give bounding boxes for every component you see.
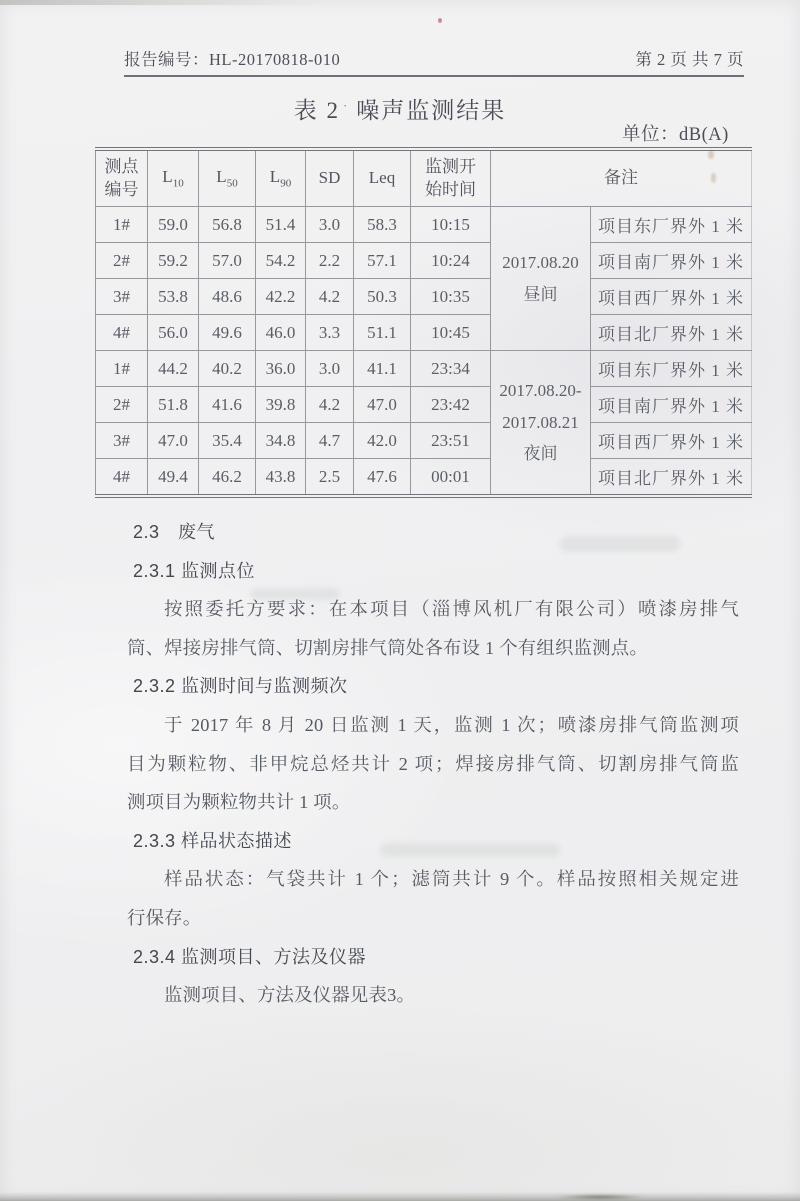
ink-speck [438, 18, 442, 23]
remark-cell: 项目北厂界外 1 米 [591, 459, 752, 497]
remark-cell: 项目西厂界外 1 米 [591, 423, 752, 459]
value-cell: 4.2 [306, 387, 354, 423]
point-id-cell: 1# [96, 207, 148, 243]
table-row [96, 279, 752, 315]
column-header: 备注 [491, 149, 752, 207]
column-header: $L_{50}$ [199, 149, 256, 207]
value-cell: 58.3 [354, 207, 411, 243]
section-heading: 2.3.1 监测点位 [133, 560, 256, 581]
value-cell: 3.0 [306, 207, 354, 243]
value-cell: 57.0 [199, 243, 256, 279]
unit-note: 单位：dB(A) [622, 125, 729, 145]
value-cell: 41.1 [354, 351, 411, 387]
body-text-line: 于 2017 年 8 月 20 日监测 1 天，监测 1 次；喷漆房排气筒监测项 [164, 714, 739, 735]
start-time-cell: 10:15 [411, 207, 491, 243]
report-text-sections [127, 513, 739, 1015]
value-cell: 51.8 [148, 387, 199, 423]
column-header: $L_{90}$ [256, 149, 306, 207]
page-indicator: 第 2 页 共 7 页 [635, 50, 744, 69]
remark-cell: 项目西厂界外 1 米 [591, 279, 752, 315]
value-cell: 56.0 [148, 315, 199, 351]
value-cell: 56.8 [199, 207, 256, 243]
value-cell: 35.4 [199, 423, 256, 459]
point-id-cell: 2# [96, 243, 148, 279]
start-time-cell: 23:42 [411, 387, 491, 423]
period-cell: 2017.08.20- 2017.08.21 夜间 [491, 351, 591, 497]
value-cell: 39.8 [256, 387, 306, 423]
value-cell: 46.0 [256, 315, 306, 351]
document-header [124, 46, 744, 77]
table-row [96, 459, 752, 497]
table-title-prefix: 表 2 [293, 98, 340, 123]
noise-monitoring-table [95, 147, 752, 498]
table-header-row [96, 149, 752, 207]
value-cell: 40.2 [199, 351, 256, 387]
start-time-cell: 23:51 [411, 423, 491, 459]
value-cell: 53.8 [148, 279, 199, 315]
value-cell: 41.6 [199, 387, 256, 423]
body-text-line: 样品状态：气袋共计 1 个；滤筒共计 9 个。样品按照相关规定进 [164, 869, 739, 890]
point-id-cell: 4# [96, 315, 148, 351]
point-id-cell: 3# [96, 423, 148, 459]
value-cell: 57.1 [354, 243, 411, 279]
paper-bottom-edge [0, 1192, 800, 1201]
table-row [96, 423, 752, 459]
column-header: SD [306, 149, 354, 207]
value-cell: 34.8 [256, 423, 306, 459]
paper-bottom-smudge [555, 1194, 645, 1200]
section-heading: 2.3 废气 [133, 522, 216, 542]
value-cell: 3.3 [306, 315, 354, 351]
value-cell: 48.6 [199, 279, 256, 315]
point-id-cell: 4# [96, 459, 148, 497]
start-time-cell: 23:34 [411, 351, 491, 387]
value-cell: 51.4 [256, 207, 306, 243]
value-cell: 3.0 [306, 351, 354, 387]
value-cell: 46.2 [199, 459, 256, 497]
point-id-cell: 2# [96, 387, 148, 423]
section-heading: 2.3.2 监测时间与监测频次 [133, 676, 348, 697]
body-text-line: 测项目为颗粒物共计 1 项。 [127, 792, 351, 813]
table-row [96, 351, 752, 387]
column-header: 测点 编号 [96, 149, 148, 207]
value-cell: 43.8 [256, 459, 306, 497]
start-time-cell: 10:24 [411, 243, 491, 279]
body-text-line: 行保存。 [127, 907, 202, 928]
value-cell: 47.0 [148, 423, 199, 459]
remark-cell: 项目南厂界外 1 米 [591, 387, 752, 423]
body-text-line: 筒、焊接房排气筒、切割房排气筒处各布设 1 个有组织监测点。 [127, 637, 648, 658]
body-text-line: 按照委托方要求：在本项目（淄博风机厂有限公司）喷漆房排气 [164, 599, 739, 620]
table-body [96, 207, 752, 497]
value-cell: 47.6 [354, 459, 411, 497]
column-header: 监测开 始时间 [411, 149, 491, 207]
value-cell: 4.2 [306, 279, 354, 315]
value-cell: 44.2 [148, 351, 199, 387]
table-title-main: 噪声监测结果 [356, 98, 507, 123]
remark-cell: 项目北厂界外 1 米 [591, 315, 752, 351]
table-row [96, 315, 752, 351]
section-heading: 2.3.3 样品状态描述 [133, 830, 293, 851]
value-cell: 2.5 [306, 459, 354, 497]
value-cell: 2.2 [306, 243, 354, 279]
column-header: Leq [354, 149, 411, 207]
table-row [96, 387, 752, 423]
value-cell: 4.7 [306, 423, 354, 459]
value-cell: 49.4 [148, 459, 199, 497]
value-cell: 47.0 [354, 387, 411, 423]
body-text-line: 监测项目、方法及仪器见表3。 [164, 985, 416, 1006]
value-cell: 42.0 [354, 423, 411, 459]
section-heading: 2.3.4 监测项目、方法及仪器 [133, 946, 367, 967]
value-cell: 54.2 [256, 243, 306, 279]
report-number: 报告编号：HL-20170818-010 [124, 50, 341, 69]
paper-top-edge [0, 0, 320, 5]
value-cell: 36.0 [256, 351, 306, 387]
value-cell: 51.1 [354, 315, 411, 351]
body-text-line: 目为颗粒物、非甲烷总烃共计 2 项；焊接房排气筒、切割房排气筒监 [127, 753, 739, 774]
period-cell: 2017.08.20 昼间 [491, 207, 591, 351]
remark-cell: 项目东厂界外 1 米 [591, 207, 752, 243]
start-time-cell: 10:35 [411, 279, 491, 315]
value-cell: 59.0 [148, 207, 199, 243]
remark-cell: 项目东厂界外 1 米 [591, 351, 752, 387]
remark-cell: 项目南厂界外 1 米 [591, 243, 752, 279]
value-cell: 42.2 [256, 279, 306, 315]
value-cell: 50.3 [354, 279, 411, 315]
table-row [96, 207, 752, 243]
start-time-cell: 00:01 [411, 459, 491, 497]
table-row [96, 243, 752, 279]
column-header: $L_{10}$ [148, 149, 199, 207]
value-cell: 49.6 [199, 315, 256, 351]
point-id-cell: 1# [96, 351, 148, 387]
value-cell: 59.2 [148, 243, 199, 279]
title-dot-mark: · [342, 98, 350, 113]
start-time-cell: 10:45 [411, 315, 491, 351]
point-id-cell: 3# [96, 279, 148, 315]
